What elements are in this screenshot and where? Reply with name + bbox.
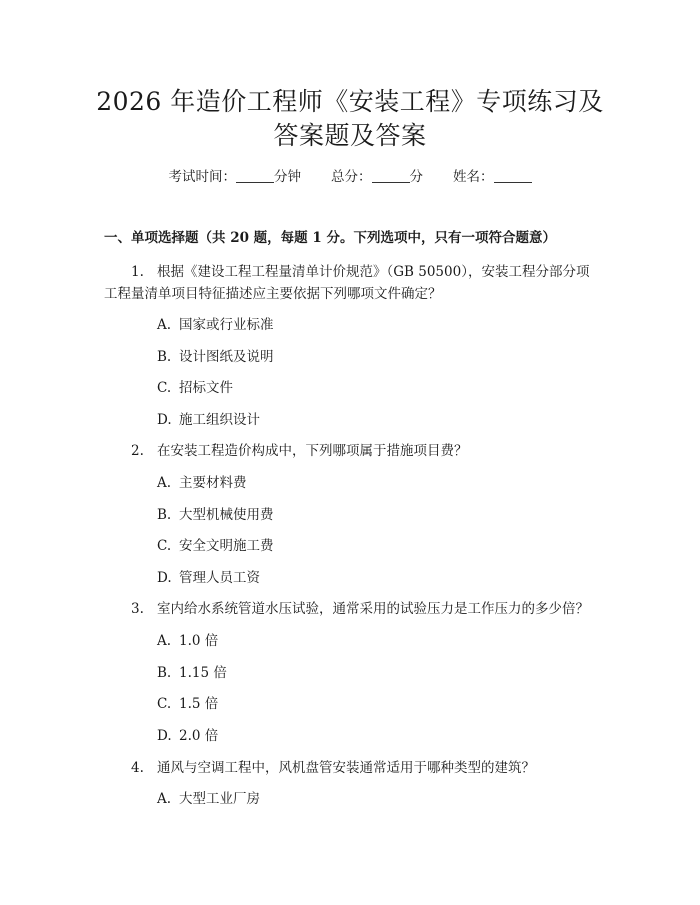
question-2-option-d[interactable]	[157, 568, 260, 588]
exam-time-blank[interactable]	[236, 168, 274, 183]
question-number: 1.	[131, 264, 144, 280]
option-letter: D.	[157, 412, 172, 428]
question-1-option-b[interactable]	[157, 347, 274, 367]
option-text: 2.0 倍	[179, 728, 219, 744]
question-1-option-a[interactable]	[157, 315, 274, 335]
question-3-option-c[interactable]	[157, 694, 218, 714]
option-letter: A.	[157, 317, 172, 333]
document-title-line-2: 答案题及答案	[273, 121, 427, 150]
option-text: 主要材料费	[179, 475, 247, 491]
question-1-line-2: 工程量清单项目特征描述应主要依据下列哪项文件确定？	[104, 286, 442, 302]
total-score-unit: 分	[409, 169, 423, 185]
option-letter: D.	[157, 728, 172, 744]
option-text: 招标文件	[179, 380, 233, 396]
option-letter: B.	[157, 507, 172, 523]
option-text: 设计图纸及说明	[179, 349, 274, 365]
question-3-option-b[interactable]	[157, 663, 227, 683]
option-text: 安全文明施工费	[179, 538, 274, 554]
name-blank[interactable]	[494, 168, 532, 183]
question-1-option-c[interactable]	[157, 378, 233, 398]
option-text: 大型机械使用费	[179, 507, 274, 523]
question-2-option-c[interactable]	[157, 536, 274, 556]
question-2-option-a[interactable]	[157, 473, 247, 493]
question-1-option-d[interactable]	[157, 410, 260, 430]
question-2-option-b[interactable]	[157, 505, 274, 525]
option-text: 大型工业厂房	[179, 791, 260, 807]
exam-time-label: 考试时间：	[168, 169, 236, 185]
question-number: 4.	[131, 760, 144, 776]
question-1-line-1	[131, 262, 589, 282]
question-text: 根据《建设工程工程量清单计价规范》（GB 50500），安装工程分部分项	[157, 264, 590, 280]
option-letter: C.	[157, 696, 172, 712]
question-4-line-1	[131, 758, 535, 778]
option-letter: B.	[157, 349, 172, 365]
option-text: 1.0 倍	[179, 633, 219, 649]
option-letter: A.	[157, 791, 172, 807]
question-3-line-1	[131, 599, 589, 619]
section-heading: 一、单项选择题（共 20 题，每题 1 分。下列选项中，只有一项符合题意）	[104, 230, 556, 246]
option-text: 管理人员工资	[179, 570, 260, 586]
question-3-option-d[interactable]	[157, 726, 218, 746]
question-text: 通风与空调工程中，风机盘管安装通常适用于哪种类型的建筑？	[157, 760, 535, 776]
option-letter: D.	[157, 570, 172, 586]
question-4-option-a[interactable]	[157, 789, 260, 809]
total-score-blank[interactable]	[372, 168, 410, 183]
option-text: 施工组织设计	[179, 412, 260, 428]
question-text: 在安装工程造价构成中，下列哪项属于措施项目费？	[157, 443, 468, 459]
option-letter: C.	[157, 538, 172, 554]
question-number: 2.	[131, 443, 144, 459]
question-text: 室内给水系统管道水压试验，通常采用的试验压力是工作压力的多少倍？	[157, 601, 589, 617]
name-label: 姓名：	[453, 169, 494, 185]
document-title-line-1: 2026 年造价工程师《安装工程》专项练习及	[96, 87, 604, 116]
question-2-line-1	[131, 441, 468, 461]
option-text: 国家或行业标准	[179, 317, 274, 333]
question-3-option-a[interactable]	[157, 631, 218, 651]
option-letter: A.	[157, 475, 172, 491]
exam-time-unit: 分钟	[274, 169, 301, 185]
option-letter: A.	[157, 633, 172, 649]
option-letter: C.	[157, 380, 172, 396]
total-score-label: 总分：	[331, 169, 372, 185]
option-text: 1.5 倍	[179, 696, 219, 712]
question-number: 3.	[131, 601, 144, 617]
option-text: 1.15 倍	[179, 665, 227, 681]
exam-meta	[0, 167, 700, 187]
option-letter: B.	[157, 665, 172, 681]
